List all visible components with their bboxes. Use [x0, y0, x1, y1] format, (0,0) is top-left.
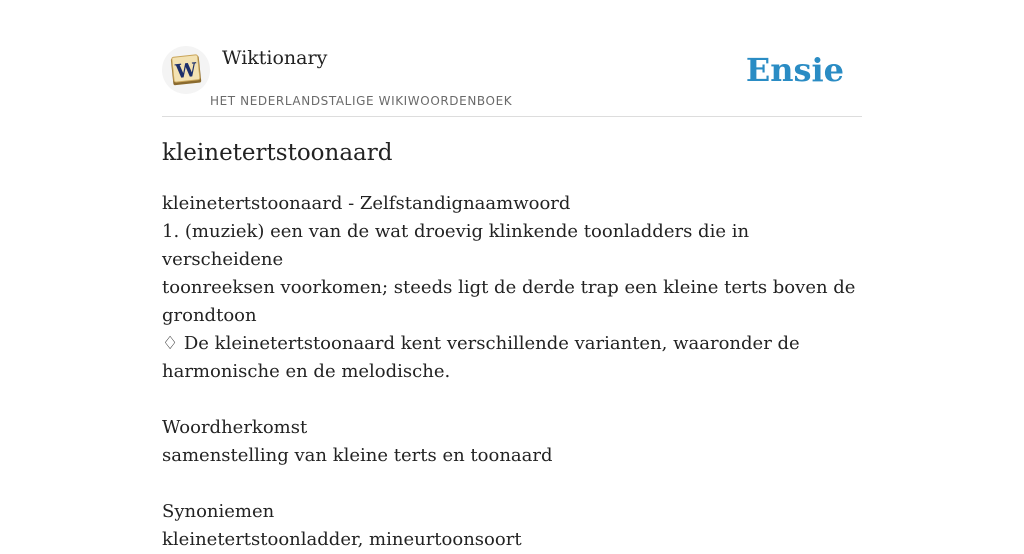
page-title: kleinetertstoonaard — [162, 140, 393, 166]
section-spacer — [162, 470, 862, 498]
ensie-brand-logo[interactable]: Ensie — [745, 51, 844, 89]
definition-line: toonreeksen voorkomen; steeds ligt de derde trap een kleine terts boven de — [162, 277, 856, 298]
etymology-text: samenstelling van kleine terts en toonaard — [162, 445, 553, 466]
site-name[interactable]: Wiktionary — [222, 47, 328, 69]
etymology-heading: Woordherkomst — [162, 417, 308, 438]
wiktionary-logo-graphic — [168, 52, 204, 88]
section-spacer — [162, 386, 862, 414]
site-tagline: HET NEDERLANDSTALIGE WIKIWOORDENBOEK — [210, 94, 513, 108]
definition-line: 1. (muziek) een van de wat droevig klinkende toonladders die in verscheidene — [162, 221, 750, 270]
example-line: harmonische en de melodische. — [162, 361, 451, 382]
logo-letter: W — [174, 58, 198, 84]
definition-line: grondtoon — [162, 305, 257, 326]
wiktionary-logo-icon[interactable] — [162, 46, 210, 94]
synonyms-heading: Synoniemen — [162, 501, 275, 522]
entry-content — [162, 136, 862, 554]
word-class-line: kleinetertstoonaard - Zelfstandignaamwoord — [162, 193, 571, 214]
synonyms-text: kleinetertstoonladder, mineurtoonsoort — [162, 529, 522, 550]
example-line: ♢ De kleinetertstoonaard kent verschillende varianten, waaronder de — [162, 333, 800, 354]
site-header — [162, 40, 862, 117]
